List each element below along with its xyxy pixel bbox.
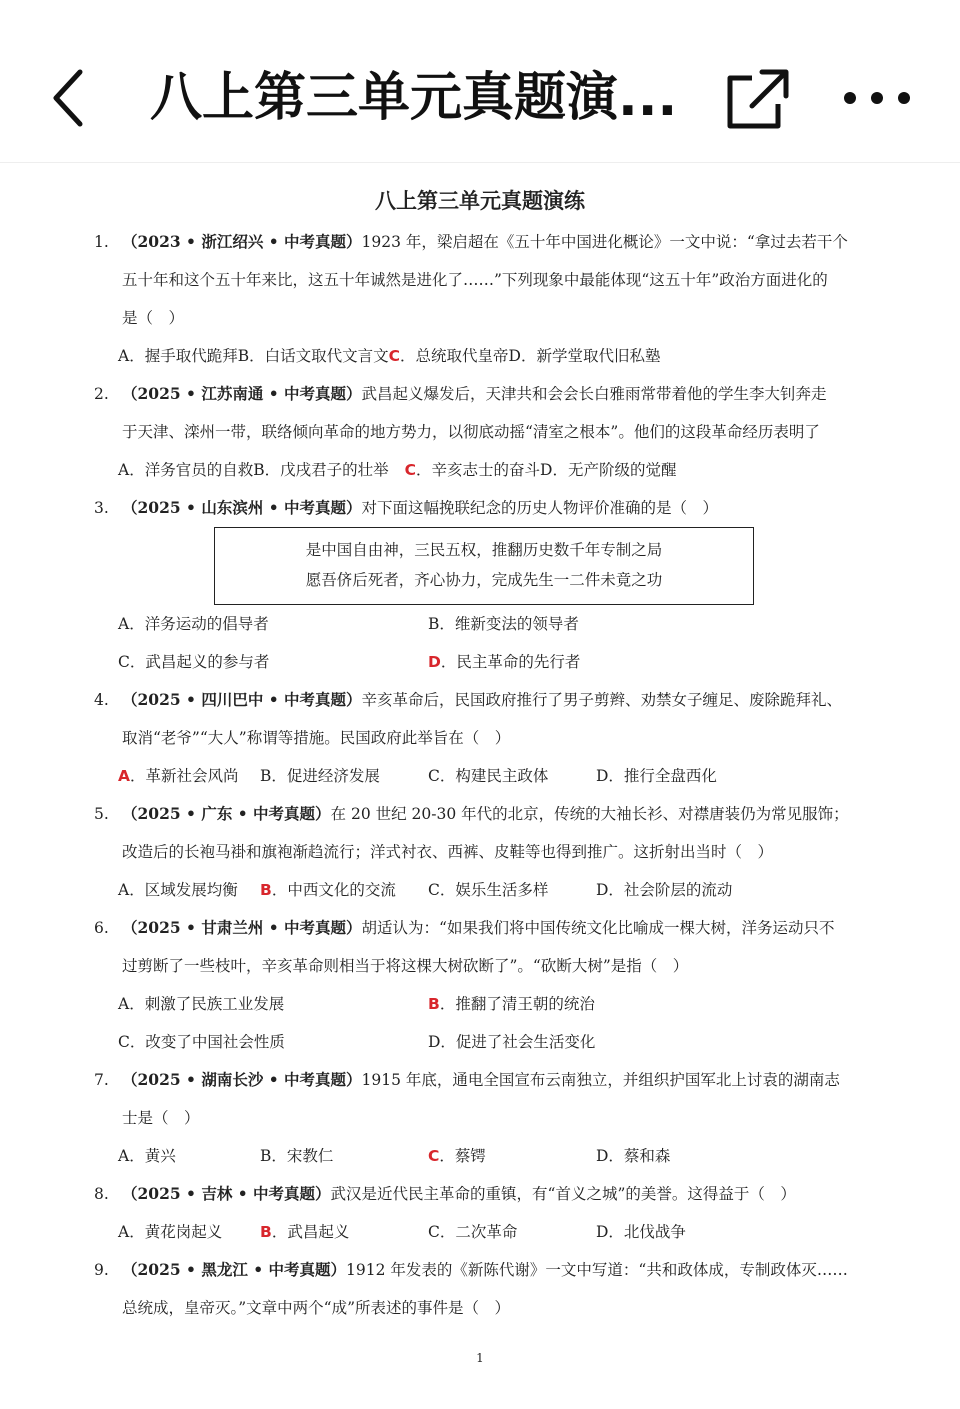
question-text: 取消“老爷”“大人”称谓等措施。民国政府此举旨在（ ） <box>122 729 511 747</box>
document-page <box>0 162 960 1409</box>
option-b <box>260 871 396 909</box>
share-icon[interactable] <box>722 66 792 132</box>
chevron-left-icon[interactable] <box>44 66 94 130</box>
top-app-bar <box>0 0 960 162</box>
answer-letter: B <box>260 1223 272 1241</box>
question-source: （2025 • 广东 • 中考真题） <box>122 804 331 823</box>
question-number: 3. <box>94 499 109 517</box>
question-number: 9. <box>94 1261 109 1279</box>
question-text: 总统成，皇帝灭。”文章中两个“成”所表述的事件是（ ） <box>122 1299 511 1317</box>
page-number: 1 <box>476 1351 484 1365</box>
option-c <box>428 1137 486 1175</box>
question-5 <box>94 795 849 833</box>
question-number: 2. <box>94 385 109 403</box>
option-d: D．蔡和森 <box>596 1147 671 1165</box>
option-a: A．握手取代跪拜 <box>118 347 238 365</box>
question-number: 5. <box>94 805 109 823</box>
option-d <box>428 643 580 681</box>
option-a: A．黄兴 <box>118 1147 176 1165</box>
question-source: （2025 • 江苏南通 • 中考真题） <box>122 384 362 403</box>
question-number: 8. <box>94 1185 109 1203</box>
option-c: ．辛亥志士的奋斗 <box>416 461 541 479</box>
question-text: 对下面这幅挽联纪念的历史人物评价准确的是（ ） <box>361 499 719 517</box>
answer-letter: C <box>428 1147 440 1165</box>
question-number: 1. <box>94 233 109 251</box>
question-source: （2025 • 吉林 • 中考真题） <box>122 1184 331 1203</box>
page-title: 八上第三单元真题演... <box>150 68 678 128</box>
option-d: D．社会阶层的流动 <box>596 881 733 899</box>
question-text: 1923 年，梁启超在《五十年中国进化概论》一文中说：“拿过去若干个 <box>361 233 848 251</box>
option-c: C．武昌起义的参与者 <box>118 653 270 671</box>
question-source: （2025 • 四川巴中 • 中考真题） <box>122 690 362 709</box>
question-source: （2025 • 甘肃兰州 • 中考真题） <box>122 918 362 937</box>
question-text: 是（ ） <box>122 309 185 327</box>
question-text: 于天津、滦州一带，联络倾向革命的地方势力，以彻底动摇“清室之根本”。他们的这段革命经历表明了 <box>122 423 820 441</box>
question-text: 1915 年底，通电全国宣布云南独立，并组织护国军北上讨袁的湖南志 <box>361 1071 840 1089</box>
option-b <box>260 1213 349 1251</box>
question-text: 五十年和这个五十年来比，这五十年诚然是进化了……”下列现象中最能体现“这五十年”政治方面进化的 <box>122 271 828 289</box>
option-a: A．洋务运动的倡导者 <box>118 615 269 633</box>
question-text: 士是（ ） <box>122 1109 200 1127</box>
question-2 <box>94 375 827 413</box>
option-c: C．改变了中国社会性质 <box>118 1033 285 1051</box>
option-a <box>118 757 239 795</box>
question-text: 辛亥革命后，民国政府推行了男子剪辫、劝禁女子缠足、废除跪拜礼、 <box>361 691 843 709</box>
option-d-text: ．民主革命的先行者 <box>440 653 581 671</box>
option-b: B．维新变法的领导者 <box>428 615 579 633</box>
option-c: C．二次革命 <box>428 1223 518 1241</box>
question-text: 武昌起义爆发后，天津共和会会长白雅雨常带着他的学生李大钊奔走 <box>361 385 827 403</box>
answer-letter: C <box>388 347 400 365</box>
option-c: C．构建民主政体 <box>428 767 549 785</box>
couplet-line: 是中国自由神，三民五权，推翻历史数千年专制之局 <box>305 541 663 559</box>
question-text: 1912 年发表的《新陈代谢》一文中写道：“共和政体成，专制政体灭…… <box>346 1261 848 1279</box>
question-number: 4. <box>94 691 109 709</box>
option-c: ．总统取代皇帝 <box>400 347 509 365</box>
option-a: A．洋务官员的自救 <box>118 461 254 479</box>
option-b <box>428 985 595 1023</box>
question-text: 武汉是近代民主革命的重镇，有“首义之城”的美誉。这得益于（ ） <box>330 1185 796 1203</box>
question-source: （2023 • 浙江绍兴 • 中考真题） <box>122 232 362 251</box>
option-d: D．无产阶级的觉醒 <box>540 461 677 479</box>
question-text: 改造后的长袍马褂和旗袍渐趋流行；洋式衬衣、西裤、皮鞋等也得到推广。这折射出当时（ ） <box>122 843 774 861</box>
answer-letter: A <box>118 767 130 785</box>
question-8 <box>94 1175 796 1213</box>
question-text: 在 20 世纪 20-30 年代的北京，传统的大袖长衫、对襟唐装仍为常见服饰； <box>330 805 849 823</box>
options-row <box>118 451 676 489</box>
option-a-text: ．革新社会风尚 <box>130 767 239 785</box>
option-a: A．刺激了民族工业发展 <box>118 995 285 1013</box>
option-c: C．娱乐生活多样 <box>428 881 549 899</box>
option-b: B．戊戌君子的壮举 <box>253 461 389 479</box>
question-7 <box>94 1061 840 1099</box>
question-6 <box>94 909 834 947</box>
answer-letter: B <box>428 995 440 1013</box>
question-source: （2025 • 黑龙江 • 中考真题） <box>122 1260 347 1279</box>
question-1 <box>94 223 848 261</box>
option-d: D．新学堂取代旧私塾 <box>508 347 661 365</box>
option-b-text: ．武昌起义 <box>271 1223 350 1241</box>
question-number: 7. <box>94 1071 109 1089</box>
answer-letter: C <box>404 461 416 479</box>
option-a: A．区域发展均衡 <box>118 881 238 899</box>
option-b: B．白话文取代文言文 <box>237 347 389 365</box>
question-text: 过剪断了一些枝叶，辛亥革命则相当于将这棵大树砍断了”。“砍断大树”是指（ ） <box>122 957 689 975</box>
question-9 <box>94 1251 848 1289</box>
option-c-text: ．蔡锷 <box>439 1147 486 1165</box>
option-a: A．黄花岗起义 <box>118 1223 223 1241</box>
option-b: B．促进经济发展 <box>260 767 380 785</box>
question-source: （2025 • 湖南长沙 • 中考真题） <box>122 1070 362 1089</box>
question-4 <box>94 681 842 719</box>
option-d: D．促进了社会生活变化 <box>428 1033 596 1051</box>
couplet-line: 愿吾侪后死者，齐心协力，完成先生一二件未竟之功 <box>305 571 663 589</box>
answer-letter: D <box>428 653 441 671</box>
option-d: D．北伐战争 <box>596 1223 686 1241</box>
option-d: D．推行全盘西化 <box>596 767 717 785</box>
more-icon[interactable] <box>842 84 912 112</box>
question-number: 6. <box>94 919 109 937</box>
option-b: B．宋教仁 <box>260 1147 334 1165</box>
question-source: （2025 • 山东滨州 • 中考真题） <box>122 498 362 517</box>
question-text: 胡适认为：“如果我们将中国传统文化比喻成一棵大树，洋务运动只不 <box>361 919 835 937</box>
answer-letter: B <box>260 881 272 899</box>
document-title: 八上第三单元真题演练 <box>375 188 585 213</box>
couplet-box <box>214 527 754 605</box>
options-row <box>118 337 660 375</box>
option-b-text: ．中西文化的交流 <box>271 881 396 899</box>
question-3 <box>94 489 718 527</box>
option-b-text: ．推翻了清王朝的统治 <box>439 995 595 1013</box>
